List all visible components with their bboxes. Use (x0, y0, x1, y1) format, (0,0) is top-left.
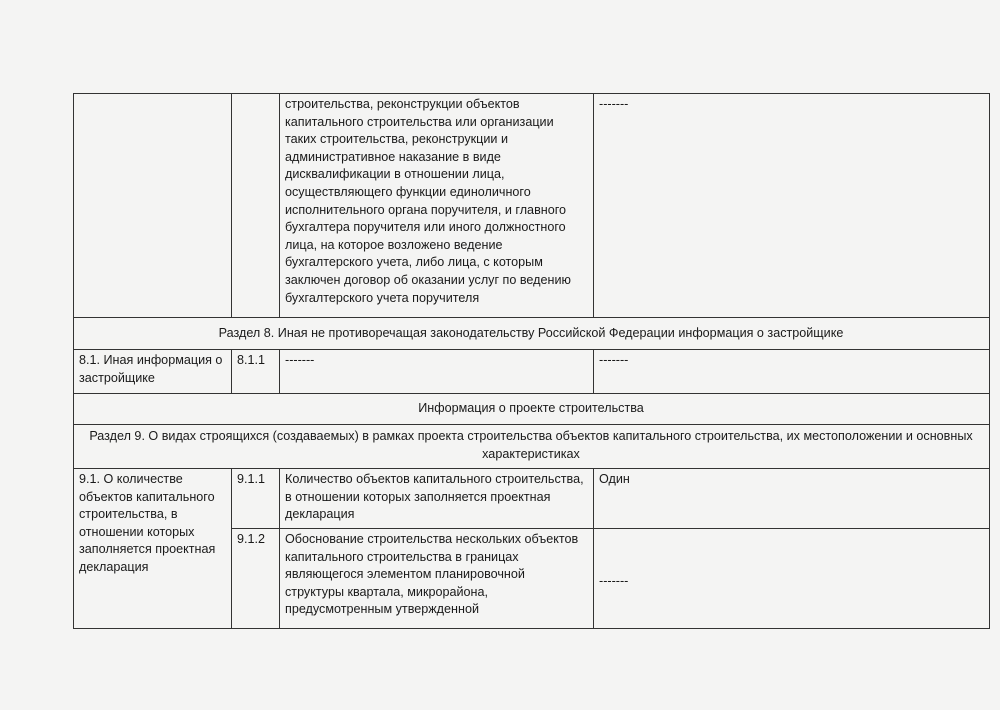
section8-heading-row (74, 318, 990, 350)
section9-description-2: Обоснование строительства нескольких объектов капитального строительства в границах являющегося элементом планировочной структуры квартала, микрорайона, предусмотренным утвержденной (280, 529, 594, 629)
section9-code-1: 9.1.1 (232, 469, 280, 529)
description-line: исполнительного органа поручителя, и главного (285, 202, 567, 217)
description-line: административное наказание в виде (285, 149, 501, 164)
section8-title: Раздел 8. Иная не противоречащая законодательству Российской Федерации информация о застройщике (74, 318, 990, 350)
section9-item-label: 9.1. О количестве объектов капитального строительства, в отношении которых заполняется проектная декларация (74, 469, 232, 629)
continuation-description (280, 94, 594, 318)
section9-value-1: Один (594, 469, 990, 529)
section9-description-1: Количество объектов капитального строительства, в отношении которых заполняется проектная декларация (280, 469, 594, 529)
section9-title: Раздел 9. О видах строящихся (создаваемых) в рамках проекта строительства объектов капитального строительства, их местоположении и основных характеристиках (74, 425, 990, 469)
section8-code: 8.1.1 (232, 350, 280, 394)
project-info-row (74, 394, 990, 425)
section8-description: ------- (280, 350, 594, 394)
description-line: осуществляющего функции единоличного (285, 184, 531, 199)
section9-row-1 (74, 469, 990, 529)
section8-value: ------- (594, 350, 990, 394)
continuation-row (74, 94, 990, 318)
description-line: бухгалтерского учета, либо лица, с которым (285, 255, 543, 270)
description-line: строительства, реконструкции объектов (285, 97, 520, 111)
continuation-code-cell (232, 94, 280, 318)
continuation-value-text: ------- (599, 97, 629, 111)
continuation-label-cell (74, 94, 232, 318)
section9-value-2-cell (594, 529, 990, 629)
description-line: таких строительства, реконструкции и (285, 132, 508, 147)
continuation-value (594, 94, 990, 318)
section9-value-2: ------- (599, 574, 629, 588)
project-info-title: Информация о проекте строительства (74, 394, 990, 425)
description-line: лица, на которое возложено ведение (285, 237, 503, 252)
description-line: дисквалификации в отношении лица, (285, 167, 505, 182)
section8-item-label: 8.1. Иная информация о застройщике (74, 350, 232, 394)
declaration-table (73, 93, 990, 629)
description-line: капитального строительства или организации (285, 114, 554, 129)
description-line: бухгалтера поручителя или иного должностного (285, 220, 566, 235)
description-line: заключен договор об оказании услуг по ведению (285, 272, 571, 287)
section8-row (74, 350, 990, 394)
section9-heading-row (74, 425, 990, 469)
description-line: бухгалтерского учета поручителя (285, 290, 480, 305)
section9-code-2: 9.1.2 (232, 529, 280, 629)
